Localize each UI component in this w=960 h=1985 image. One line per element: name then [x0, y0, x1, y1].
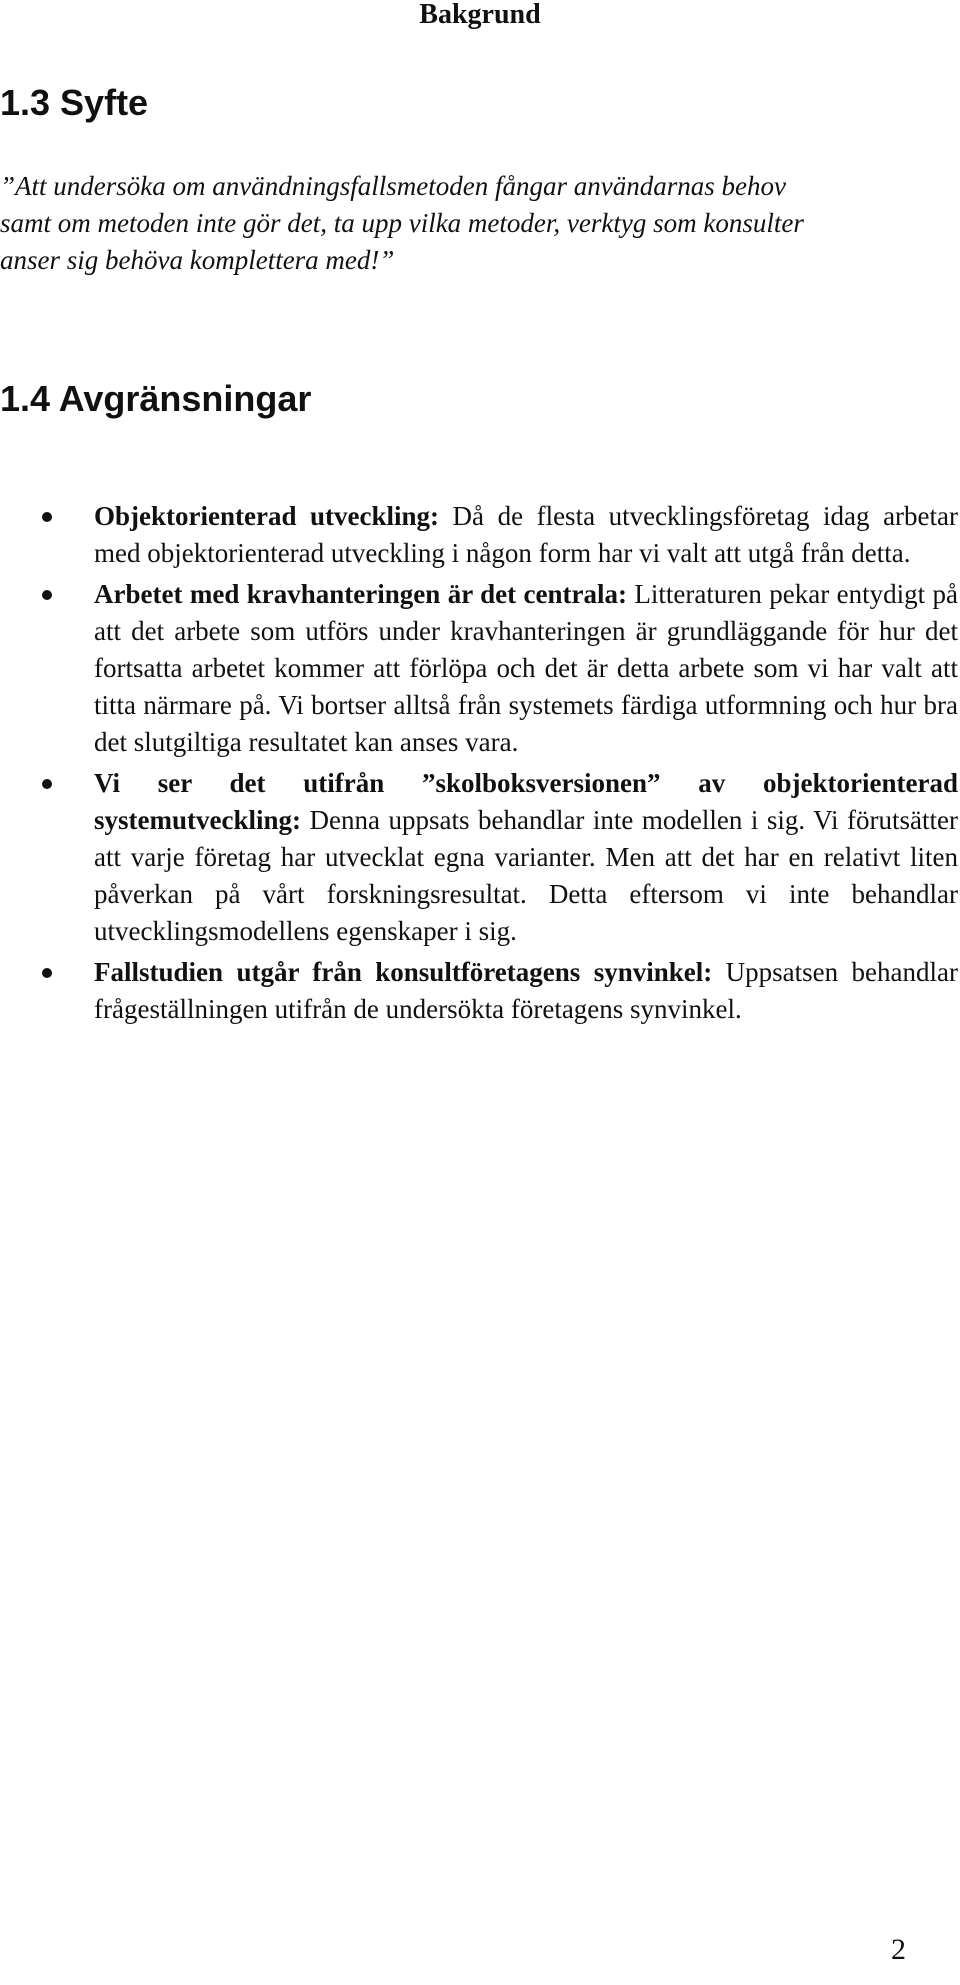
delimitation-item	[0, 765, 958, 950]
delimitation-text	[94, 954, 958, 1028]
bullet-icon	[42, 590, 52, 600]
delimitation-title: Vi ser det utifrån ”skolboksversionen” av objektorienterad systemutveckling:	[94, 768, 958, 835]
delimitation-body: Då de flesta utvecklingsföretag idag arbetar med objektorienterad utveckling i någon form har vi valt att utgå från detta.	[94, 501, 959, 568]
bullet-icon	[42, 779, 52, 789]
delimitation-title: Arbetet med kravhanteringen är det centrala:	[94, 579, 627, 609]
purpose-quote-line: samt om metoden inte gör det, ta upp vilka metoder, verktyg som konsulter	[0, 208, 804, 238]
running-header: Bakgrund	[419, 0, 541, 30]
delimitations-list	[0, 498, 958, 1032]
purpose-quote	[0, 168, 958, 279]
purpose-quote-line: anser sig behöva komplettera med!”	[0, 245, 395, 275]
section-heading-syfte: 1.3 Syfte	[0, 82, 149, 123]
delimitation-item	[0, 498, 958, 572]
bullet-icon	[42, 968, 52, 978]
delimitation-body: Denna uppsats behandlar inte modellen i sig. Vi förutsätter att varje företag har utvecklat egna varianter. Men att det har en relativt liten påverkan på vårt forskningsresultat. Detta eftersom vi inte behandlar utvecklingsmodellens egenskaper i sig.	[94, 805, 959, 946]
page-number: 2	[891, 1933, 906, 1966]
delimitation-title: Objektorienterad utveckling:	[94, 501, 439, 531]
delimitation-body: Litteraturen pekar entydigt på att det arbete som utförs under kravhanteringen är grundläggande för hur det fortsatta arbetet kommer att förlöpa och det är detta arbete som vi har valt att titta närmare på. Vi bortser alltså från systemets färdiga utformning och hur bra det slutgiltiga resultatet kan anses vara.	[94, 579, 958, 757]
bullet-icon	[42, 512, 52, 522]
section-heading-avgransningar: 1.4 Avgränsningar	[0, 378, 312, 419]
purpose-quote-line: ”Att undersöka om användningsfallsmetoden fångar användarnas behov	[0, 171, 786, 201]
delimitation-item	[0, 954, 958, 1028]
delimitation-item	[0, 576, 958, 761]
delimitation-body: Uppsatsen behandlar frågeställningen utifrån de undersökta företagens synvinkel.	[94, 957, 958, 1024]
delimitation-text	[94, 498, 958, 572]
delimitation-text	[94, 576, 958, 761]
delimitation-title: Fallstudien utgår från konsultföretagens synvinkel:	[94, 957, 713, 987]
delimitation-text	[94, 765, 958, 950]
